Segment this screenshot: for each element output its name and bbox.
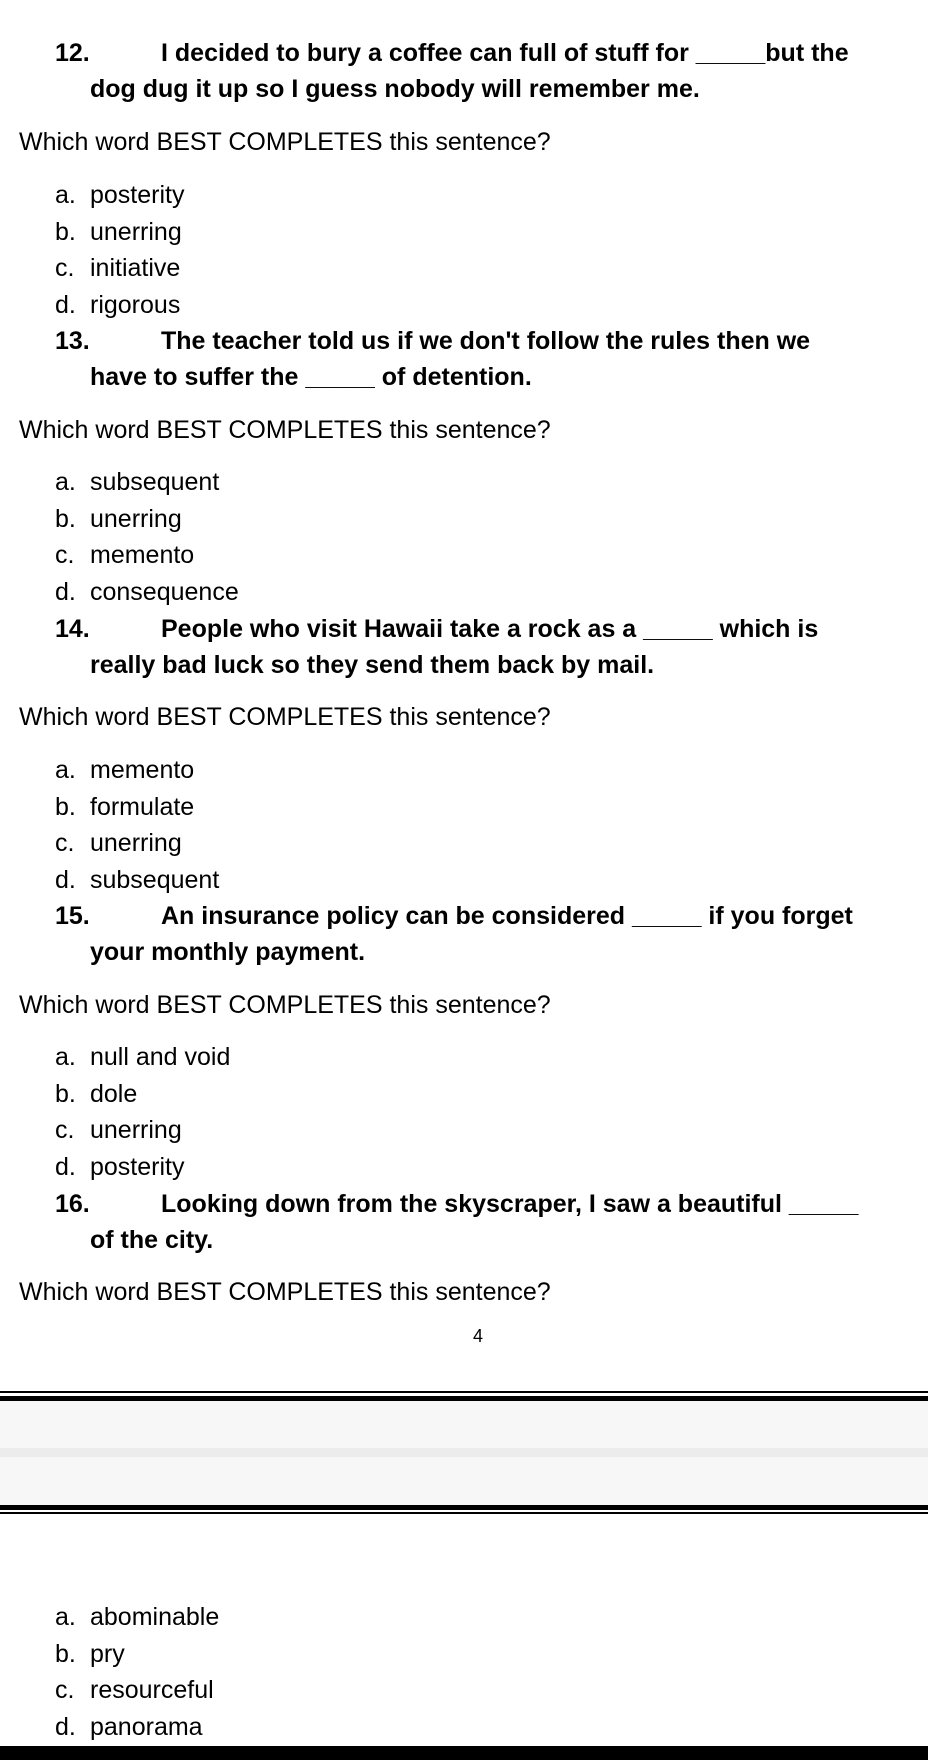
option-text: memento — [90, 756, 195, 784]
option-text: posterity — [90, 1152, 185, 1181]
answer-option-a[interactable] — [55, 1039, 230, 1076]
option-letter: b. — [55, 1079, 76, 1108]
question-text-line1: People who visit Hawaii take a rock as a _____ which is — [161, 615, 819, 643]
question-text-line1: An insurance policy can be considered _____ if you forget — [161, 902, 853, 930]
answer-option-d[interactable] — [55, 1709, 219, 1746]
page-gap-stripe — [0, 1448, 928, 1457]
answer-options — [55, 1039, 230, 1185]
option-text: unerring — [90, 829, 182, 858]
question-number: 14. — [55, 615, 90, 643]
page-break-rule — [0, 1505, 928, 1510]
question-13 — [0, 323, 928, 395]
answer-option-c[interactable] — [55, 825, 219, 862]
question-text-line2: your monthly payment. — [90, 938, 366, 966]
question-number: 12. — [55, 39, 90, 67]
question-prompt: Which word BEST COMPLETES this sentence? — [19, 1278, 551, 1306]
answer-option-c[interactable] — [55, 250, 184, 287]
answer-option-b[interactable] — [55, 1076, 230, 1113]
question-stem — [0, 35, 928, 107]
option-letter: c. — [55, 1116, 75, 1145]
option-letter: a. — [55, 1043, 76, 1071]
option-text: initiative — [90, 254, 181, 283]
answer-option-c[interactable] — [55, 1672, 219, 1709]
question-text-line1: Looking down from the skyscraper, I saw a beautiful _____ — [161, 1190, 859, 1218]
option-text: unerring — [90, 1116, 182, 1145]
answer-options — [55, 1599, 219, 1745]
option-letter: a. — [55, 1603, 76, 1631]
option-letter: b. — [55, 1639, 76, 1668]
question-prompt: Which word BEST COMPLETES this sentence? — [19, 416, 551, 444]
question-number: 15. — [55, 902, 90, 930]
question-prompt: Which word BEST COMPLETES this sentence? — [19, 128, 551, 156]
question-text-line2: have to suffer the _____ of detention. — [90, 363, 532, 391]
option-text: unerring — [90, 504, 182, 533]
option-letter: a. — [55, 181, 76, 209]
option-letter: d. — [55, 865, 76, 894]
question-text-line1: I decided to bury a coffee can full of stuff for _____but the — [161, 39, 849, 67]
answer-option-b[interactable] — [55, 214, 184, 251]
option-letter: b. — [55, 504, 76, 533]
answer-options — [55, 464, 239, 610]
option-text: memento — [90, 541, 195, 570]
option-letter: d. — [55, 1712, 76, 1741]
answer-option-a[interactable] — [55, 1599, 219, 1636]
answer-option-b[interactable] — [55, 1636, 219, 1673]
answer-option-a[interactable] — [55, 177, 184, 214]
question-prompt: Which word BEST COMPLETES this sentence? — [19, 703, 551, 731]
answer-option-d[interactable] — [55, 287, 184, 324]
answer-option-c[interactable] — [55, 1112, 230, 1149]
answer-option-a[interactable] — [55, 464, 239, 501]
answer-option-d[interactable] — [55, 862, 219, 899]
option-text: formulate — [90, 792, 195, 821]
option-text: subsequent — [90, 468, 220, 496]
question-stem — [0, 1186, 928, 1258]
question-stem — [0, 611, 928, 683]
option-letter: d. — [55, 577, 76, 606]
answer-option-b[interactable] — [55, 501, 239, 538]
option-letter: c. — [55, 254, 75, 283]
option-text: panorama — [90, 1712, 203, 1741]
option-letter: b. — [55, 217, 76, 246]
question-stem — [0, 323, 928, 395]
option-text: null and void — [90, 1043, 231, 1071]
answer-option-d[interactable] — [55, 574, 239, 611]
page-number: 4 — [472, 1326, 483, 1346]
option-letter: d. — [55, 1152, 76, 1181]
question-text-line1: The teacher told us if we don't follow the rules then we — [161, 327, 811, 355]
bottom-edge-bar — [0, 1746, 928, 1760]
option-letter: a. — [55, 468, 76, 496]
option-text: rigorous — [90, 290, 181, 319]
question-stem — [0, 898, 928, 970]
option-text: abominable — [90, 1603, 220, 1631]
option-text: subsequent — [90, 865, 220, 894]
question-14 — [0, 611, 928, 683]
question-15 — [0, 898, 928, 970]
question-text-line2: of the city. — [90, 1226, 214, 1254]
option-text: posterity — [90, 181, 185, 209]
option-letter: d. — [55, 290, 76, 319]
question-16 — [0, 1186, 928, 1258]
option-letter: c. — [55, 541, 75, 570]
option-text: unerring — [90, 217, 182, 246]
question-number: 13. — [55, 327, 90, 355]
answer-option-b[interactable] — [55, 789, 219, 826]
question-text-line2: really bad luck so they send them back by mail. — [90, 651, 655, 679]
answer-option-c[interactable] — [55, 537, 239, 574]
question-number: 16. — [55, 1190, 90, 1218]
option-text: consequence — [90, 577, 239, 606]
question-text-line2: dog dug it up so I guess nobody will remember me. — [90, 75, 700, 103]
option-letter: c. — [55, 829, 75, 858]
answer-options — [55, 177, 184, 323]
option-letter: c. — [55, 1676, 75, 1705]
option-letter: a. — [55, 756, 76, 784]
question-12 — [0, 35, 928, 107]
question-prompt: Which word BEST COMPLETES this sentence? — [19, 991, 551, 1019]
option-text: dole — [90, 1079, 138, 1108]
option-text: pry — [90, 1639, 125, 1668]
answer-option-d[interactable] — [55, 1149, 230, 1186]
option-text: resourceful — [90, 1676, 214, 1705]
page-break-rule — [0, 1512, 928, 1514]
page-break-rule — [0, 1391, 928, 1393]
answer-options — [55, 752, 219, 898]
option-letter: b. — [55, 792, 76, 821]
answer-option-a[interactable] — [55, 752, 219, 789]
